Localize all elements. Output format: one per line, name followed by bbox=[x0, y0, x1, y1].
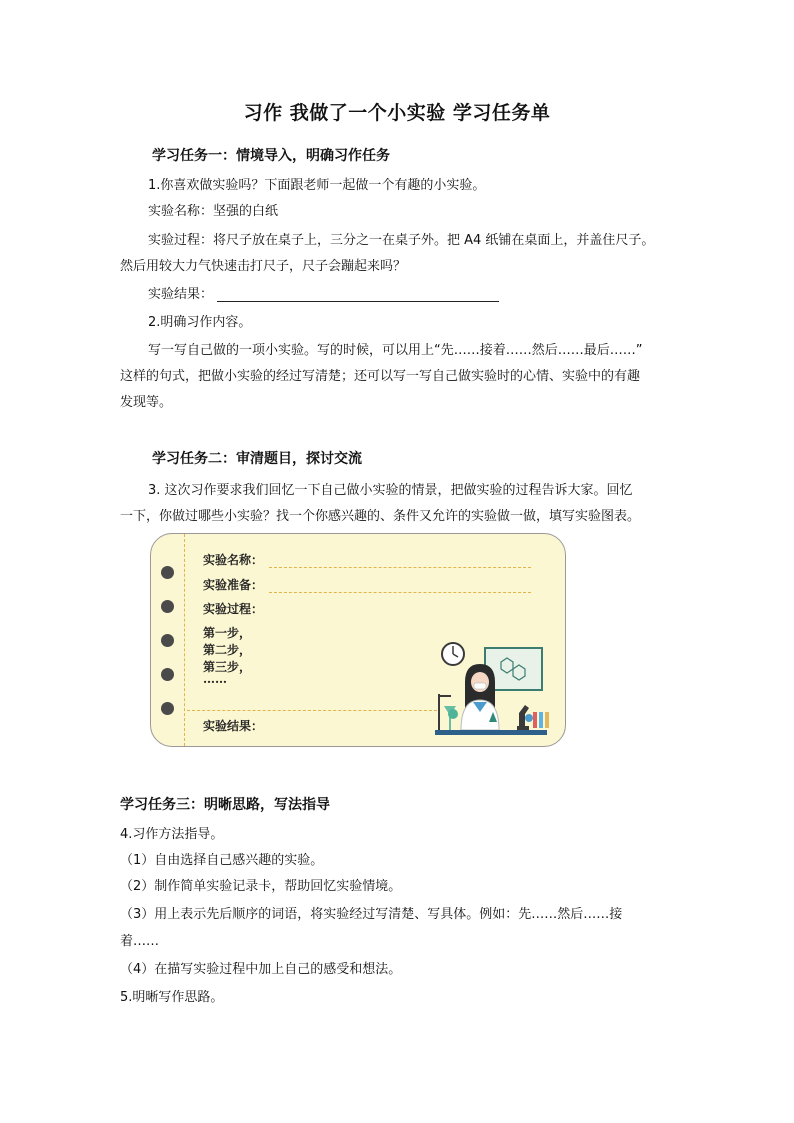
card-step3: 第三步， bbox=[203, 660, 252, 674]
task1-heading: 学习任务一：情境导入，明确习作任务 bbox=[152, 148, 390, 164]
prep-fill-line[interactable] bbox=[269, 592, 531, 593]
experiment-record-card bbox=[150, 533, 566, 747]
task3-q5: 5.明晰写作思路。 bbox=[120, 990, 224, 1005]
result-divider-line bbox=[187, 710, 437, 711]
card-prep-label: 实验准备： bbox=[203, 578, 264, 592]
binder-hole bbox=[161, 634, 174, 647]
task1-result-label: 实验结果： bbox=[148, 287, 214, 302]
task1-result-row bbox=[148, 282, 499, 308]
binder-hole bbox=[161, 566, 174, 579]
task1-experiment-name: 实验名称：坚强的白纸 bbox=[148, 204, 279, 219]
task1-process-line1: 实验过程：将尺子放在桌子上，三分之一在桌子外。把 A4 纸铺在桌面上，并盖住尺子。 bbox=[148, 233, 655, 248]
binder-hole bbox=[161, 668, 174, 681]
scientist-illustration bbox=[431, 634, 561, 740]
card-process-label: 实验过程： bbox=[203, 602, 264, 616]
page-title: 习作 我做了一个小实验 学习任务单 bbox=[243, 102, 551, 124]
binder-hole bbox=[161, 702, 174, 715]
task1-content-line3: 发现等。 bbox=[120, 395, 173, 410]
task3-item3-line1: （3）用上表示先后顺序的词语，将实验经过写清楚、写具体。例如：先……然后……接 bbox=[120, 907, 623, 922]
task2-heading: 学习任务二：审清题目，探讨交流 bbox=[152, 451, 362, 467]
task1-content-line2: 这样的句式，把做小实验的经过写清楚；还可以写一写自己做实验时的心情、实验中的有趣 bbox=[120, 369, 641, 384]
card-result-label: 实验结果： bbox=[203, 719, 264, 733]
card-step2: 第二步， bbox=[203, 643, 252, 657]
card-etc: …… bbox=[203, 672, 227, 686]
card-step1: 第一步， bbox=[203, 626, 252, 640]
task3-q4: 4.习作方法指导。 bbox=[120, 827, 224, 842]
task1-content-line1: 写一写自己做的一项小实验。写的时候，可以用上“先……接着……然后……最后……” bbox=[148, 343, 643, 358]
task1-process-line2: 然后用较大力气快速击打尺子，尺子会蹦起来吗？ bbox=[120, 259, 407, 274]
binder-hole bbox=[161, 600, 174, 613]
task1-q1: 1.你喜欢做实验吗？下面跟老师一起做一个有趣的小实验。 bbox=[148, 178, 486, 193]
margin-line bbox=[184, 534, 185, 746]
result-blank-line[interactable] bbox=[217, 287, 499, 302]
card-name-label: 实验名称： bbox=[203, 553, 264, 567]
task3-item1: （1）自由选择自己感兴趣的实验。 bbox=[120, 853, 324, 868]
task3-heading: 学习任务三：明晰思路，写法指导 bbox=[120, 797, 330, 813]
task1-q2: 2.明确习作内容。 bbox=[148, 315, 252, 330]
task3-item4: （4）在描写实验过程中加上自己的感受和想法。 bbox=[120, 962, 402, 977]
task3-item3-line2: 着…… bbox=[120, 934, 160, 949]
task2-q3-line2: 一下，你做过哪些小实验？找一个你感兴趣的、条件又允许的实验做一做，填写实验图表。 bbox=[120, 509, 641, 524]
task3-item2: （2）制作简单实验记录卡，帮助回忆实验情境。 bbox=[120, 879, 402, 894]
task2-q3-line1: 3. 这次习作要求我们回忆一下自己做小实验的情景，把做实验的过程告诉大家。回忆 bbox=[148, 483, 633, 498]
name-fill-line[interactable] bbox=[269, 567, 531, 568]
